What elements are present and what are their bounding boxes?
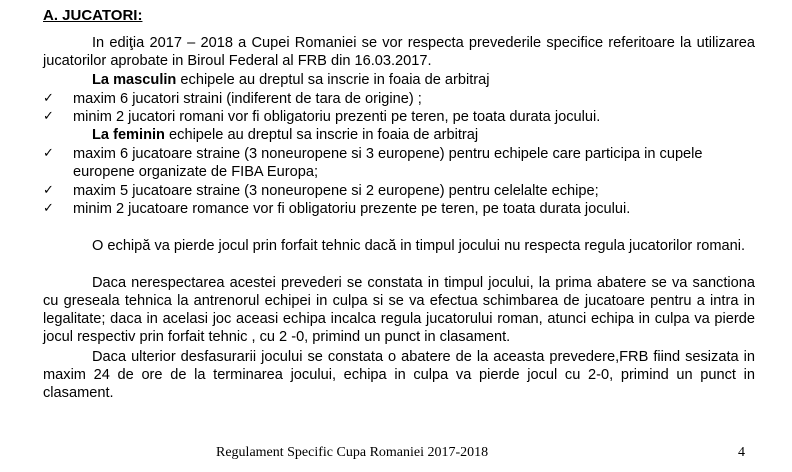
- checkmark-icon: ✓: [43, 109, 54, 124]
- checkmark-icon: ✓: [43, 146, 54, 161]
- forfeit-paragraph: O echipă va pierde jocul prin forfait tehnic dacă in timpul jocului nu respecta regula jucatorilor romani.: [92, 238, 746, 254]
- feminin-heading: [92, 126, 478, 144]
- masculin-label: La masculin: [92, 72, 177, 88]
- checkmark-icon: ✓: [43, 201, 54, 216]
- feminin-item-1: maxim 6 jucatoare straine (3 noneuropene si 3 europene) pentru echipele care participa in cupele europene organizate de FIBA Europa;: [73, 146, 703, 180]
- section-title: A. JUCATORI:: [43, 7, 143, 24]
- masculin-heading: [92, 71, 490, 89]
- feminin-text: echipele au dreptul sa inscrie in foaia de arbitraj: [164, 127, 479, 143]
- feminin-label: La feminin: [92, 127, 165, 143]
- feminin-item-3: minim 2 jucatoare romance vor fi obligatoriu prezente pe teren, pe toata durata jocului.: [73, 201, 631, 217]
- masculin-item-1: maxim 6 jucatori straini (indiferent de tara de origine) ;: [73, 91, 422, 107]
- masculin-text: echipele au dreptul sa inscrie in foaia de arbitraj: [176, 72, 490, 88]
- checkmark-icon: ✓: [43, 183, 54, 198]
- intro-paragraph: In ediţia 2017 – 2018 a Cupei Romaniei se vor respecta prevederile specifice referitoare la utilizarea jucatorilor aprobate in Biroul Federal al FRB din 16.03.2017.: [43, 35, 755, 69]
- sanction-paragraph: Daca nerespectarea acestei prevederi se constata in timpul jocului, la prima abatere se va sanctiona cu greseala tehnica la antrenorul echipei in culpa si se va efectua schimbarea de jucatoare pentru a intra in legalitate; daca in acelasi joc aceasi echipa incalca regula jucatorului roman, atunci echipa in culpa va pierde jocul respectiv prin forfait tehnic , cu 2 -0, primind un punct in clasament.: [43, 275, 755, 345]
- masculin-item-2: minim 2 jucatori romani vor fi obligatoriu prezenti pe teren, pe toata durata jocului.: [73, 109, 601, 125]
- footer-title: Regulament Specific Cupa Romaniei 2017-2018: [216, 445, 489, 460]
- checkmark-icon: ✓: [43, 91, 54, 106]
- post-game-paragraph: Daca ulterior desfasurarii jocului se constata o abatere de la aceasta prevedere,FRB fiind sesizata in maxim 24 de ore de la terminarea jocului, echipa in culpa va pierde jocul cu 2-0, primind un punct in clasament.: [43, 349, 755, 401]
- feminin-item-2: maxim 5 jucatoare straine (3 noneuropene si 2 europene) pentru celelalte echipe;: [73, 183, 599, 199]
- page-number: 4: [738, 445, 745, 460]
